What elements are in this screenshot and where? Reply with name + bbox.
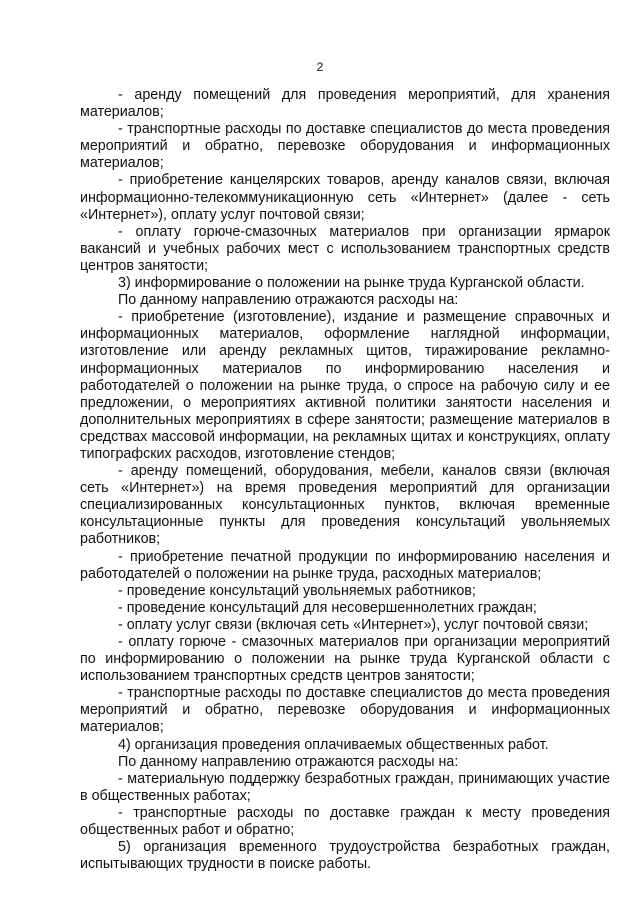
paragraph: По данному направлению отражаются расходы на: (118, 292, 459, 309)
paragraph: - аренду помещений для проведения мероприятий, для хранения материалов; (80, 87, 610, 121)
paragraph: - приобретение канцелярских товаров, аренду каналов связи, включая информационно-телекоммуникационную сеть «Интернет» (далее - сеть «Интернет»), оплату услуг почтовой связи; (80, 172, 610, 223)
paragraph: - аренду помещений, оборудования, мебели, каналов связи (включая сеть «Интернет») на время проведения мероприятий для организации специализированных консультационных пунктов, включая временные консультационные пункты для проведения консультаций увольняемых работников; (80, 463, 610, 548)
paragraph: - транспортные расходы по доставке специалистов до места проведения мероприятий и обратно, перевозке оборудования и информационных материалов; (80, 121, 610, 172)
paragraph: - оплату горюче - смазочных материалов при организации мероприятий по информированию о положении на рынке труда Курганской области с использованием транспортных средств центров занятости; (80, 634, 610, 685)
paragraph: 4) организация проведения оплачиваемых общественных работ. (118, 736, 549, 753)
paragraph: - проведение консультаций для несовершеннолетних граждан; (118, 599, 537, 616)
paragraph: - приобретение (изготовление), издание и размещение справочных и информационных материалов, оформление наглядной информации, изготовление или аренду рекламных щитов, тиражирование рекламно-информационных материалов по информированию населения и работодателей о положении на рынке труда, о спросе на рабочую силу и ее предложении, о мероприятиях активной политики занятости населения и дополнительных мероприятиях в сфере занятости; размещение материалов в средствах массовой информации, на рекламных щитах и конструкциях, оплату типографских расходов, изготовление стендов; (80, 309, 610, 462)
paragraph: - проведение консультаций увольняемых работников; (118, 582, 476, 599)
paragraph: - материальную поддержку безработных граждан, принимающих участие в общественных работах; (80, 770, 610, 804)
paragraph: - оплату услуг связи (включая сеть «Интернет»), услуг почтовой связи; (118, 616, 589, 633)
paragraph: - приобретение печатной продукции по информированию населения и работодателей о положении на рынке труда, расходных материалов; (80, 548, 610, 582)
paragraph: 5) организация временного трудоустройства безработных граждан, испытывающих трудности в поиске работы. (80, 839, 610, 873)
paragraph: - транспортные расходы по доставке граждан к месту проведения общественных работ и обратно; (80, 804, 610, 839)
paragraph: По данному направлению отражаются расходы на: (118, 753, 459, 770)
document-body (80, 87, 610, 873)
paragraph: - оплату горюче-смазочных материалов при организации ярмарок вакансий и учебных рабочих мест с использованием транспортных средств центров занятости; (80, 223, 610, 274)
page-number: 2 (316, 60, 324, 74)
paragraph: - транспортные расходы по доставке специалистов до места проведения мероприятий и обратно, перевозке оборудования и информационных материалов; (80, 685, 610, 736)
paragraph: 3) информирование о положении на рынке труда Курганской области. (118, 275, 585, 292)
